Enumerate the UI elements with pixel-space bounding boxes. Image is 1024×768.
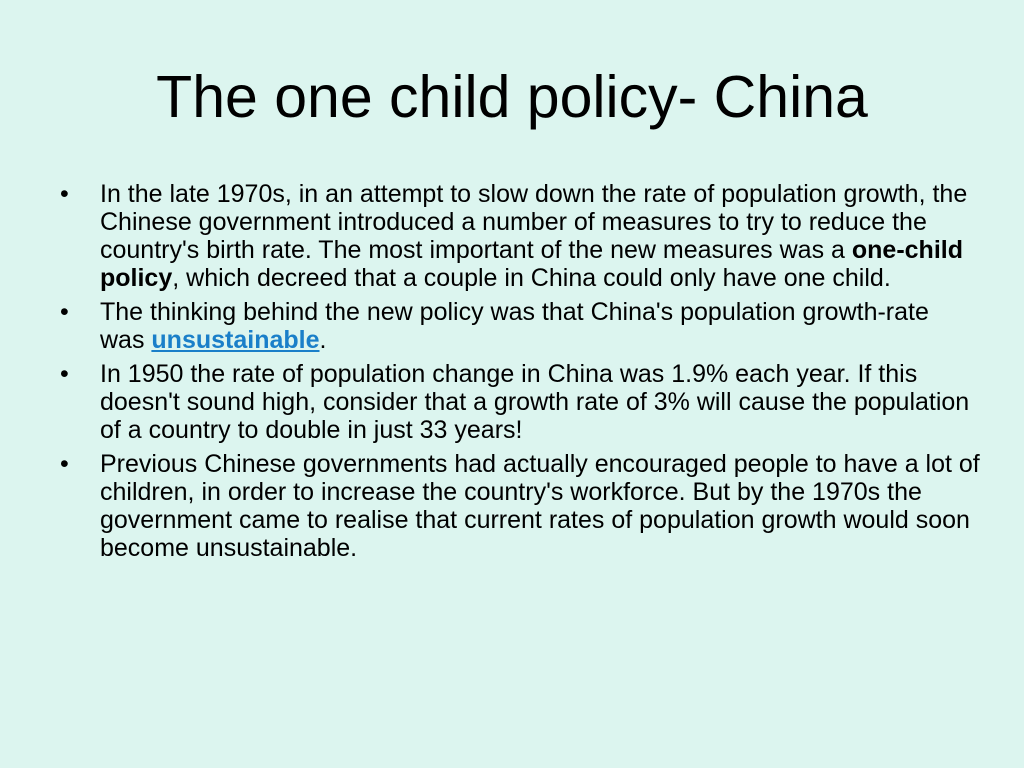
bullet-1-bold-term: one-child policy — [100, 236, 963, 292]
bullet-item-4 — [60, 450, 980, 562]
bullet-marker: • — [60, 298, 69, 326]
bullet-item-1 — [60, 180, 980, 292]
unsustainable-link[interactable]: unsustainable — [151, 326, 320, 354]
bullet-item-3 — [60, 360, 980, 444]
bullet-list — [60, 180, 980, 568]
bullet-3-text: In 1950 the rate of population change in China was 1.9% each year. If this doesn't sound high, consider that a growth rate of 3% will cause the population of a country to double in just 33 years! — [100, 360, 970, 444]
bullet-item-2 — [60, 298, 980, 354]
bullet-2-text-end: . — [319, 326, 327, 354]
bullet-4-text: Previous Chinese governments had actually encouraged people to have a lot of children, in order to increase the country's workforce. But by the 1970s the government came to realise that current rates of population growth would soon become unsustainable. — [100, 450, 980, 562]
bullet-2-text-start: The thinking behind the new policy was that China's population growth-rate was — [100, 298, 929, 354]
slide-title: The one child policy- China — [156, 64, 868, 130]
bullet-marker: • — [60, 450, 69, 478]
bullet-1-text-end: , which decreed that a couple in China could only have one child. — [172, 264, 891, 292]
bullet-marker: • — [60, 180, 69, 208]
bullet-marker: • — [60, 360, 69, 388]
bullet-1-text-start: In the late 1970s, in an attempt to slow down the rate of population growth, the Chinese government introduced a number of measures to try to reduce the country's birth rate. The most important of the new measures was a — [100, 180, 968, 264]
